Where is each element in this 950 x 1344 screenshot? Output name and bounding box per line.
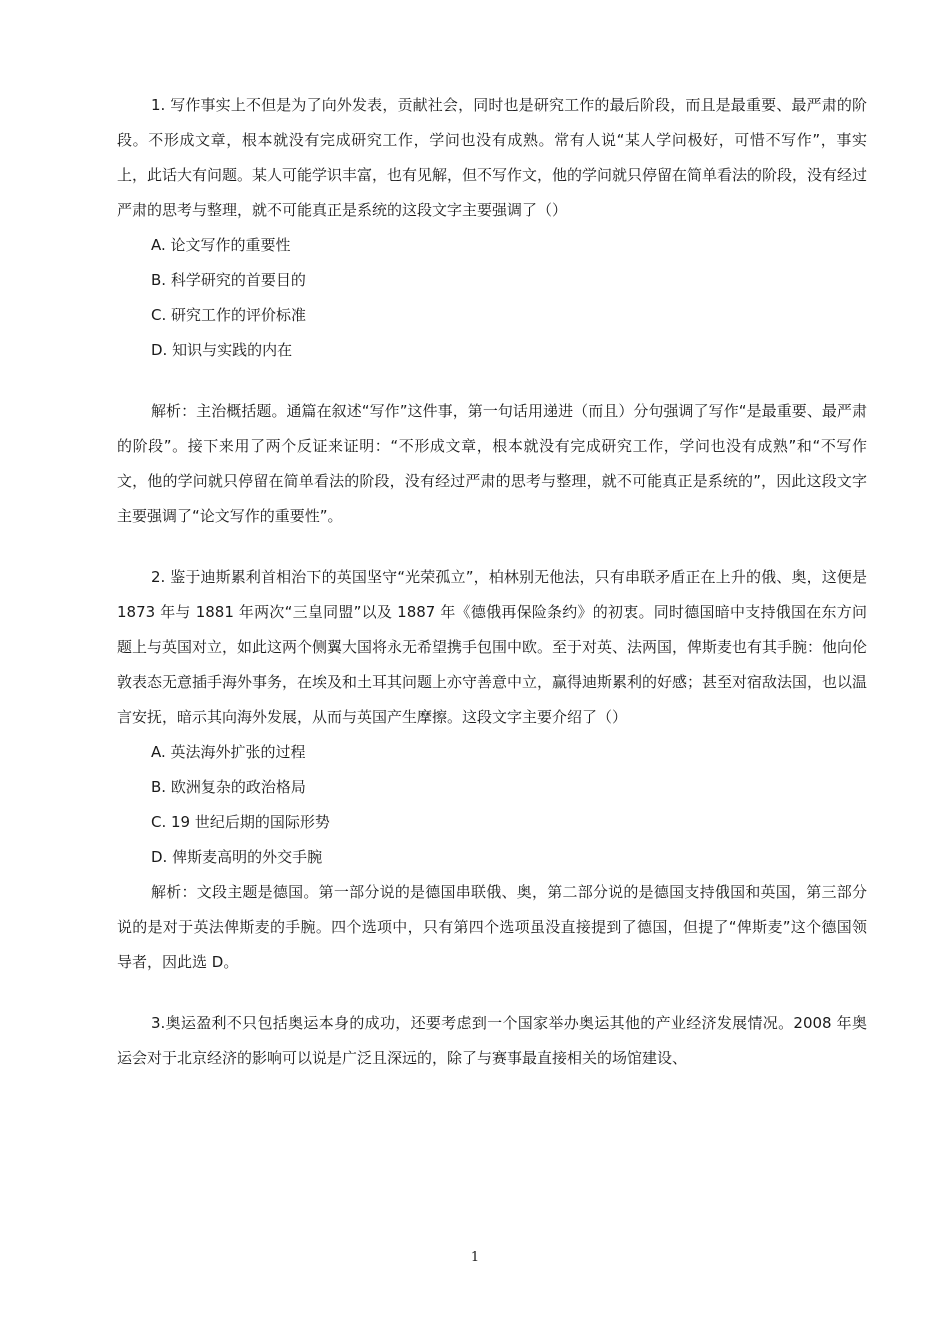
question-2 — [117, 560, 867, 980]
question-1-option-d: D. 知识与实践的内在 — [151, 341, 293, 359]
question-1 — [117, 88, 867, 534]
page-number: 1 — [470, 1250, 480, 1265]
document-body — [117, 88, 867, 1076]
question-3-stem: 3.奥运盈利不只包括奥运本身的成功，还要考虑到一个国家举办奥运其他的产业经济发展情况。2008 年奥运会对于北京经济的影响可以说是广泛且深远的，除了与赛事最直接相关的场馆建设、 — [117, 1014, 867, 1067]
question-2-stem: 2. 鉴于迪斯累利首相治下的英国坚守“光荣孤立”，柏林别无他法，只有串联矛盾正在上升的俄、奥，这便是 1873 年与 1881 年两次“三皇同盟”以及 1887 年《德俄再保险条约》的初衷。同时德国暗中支持俄国在东方问题上与英国对立，如此这两个侧翼大国将永无希望携手包围中欧。至于对英、法两国，俾斯麦也有其手腕：他向伦敦表态无意插手海外事务，在埃及和土耳其问题上亦守善意中立，赢得迪斯累利的好感；甚至对宿敌法国，也以温言安抚，暗示其向海外发展，从而与英国产生摩擦。这段文字主要介绍了（） — [117, 568, 868, 726]
question-1-stem: 1. 写作事实上不但是为了向外发表，贡献社会，同时也是研究工作的最后阶段，而且是最重要、最严肃的阶段。不形成文章，根本就没有完成研究工作，学问也没有成熟。常有人说“某人学问极好，可惜不写作”，事实上，此话大有问题。某人可能学识丰富，也有见解，但不写作文，他的学问就只停留在简单看法的阶段，没有经过严肃的思考与整理，就不可能真正是系统的这段文字主要强调了（） — [117, 96, 868, 219]
question-2-analysis: 解析：文段主题是德国。第一部分说的是德国串联俄、奥，第二部分说的是德国支持俄国和英国，第三部分说的是对于英法俾斯麦的手腕。四个选项中，只有第四个选项虽没直接提到了德国，但提了“俾斯麦”这个德国领导者，因此选 D。 — [117, 883, 867, 971]
question-1-option-b: B. 科学研究的首要目的 — [151, 271, 306, 289]
question-2-option-c: C. 19 世纪后期的国际形势 — [151, 813, 330, 831]
question-2-option-d: D. 俾斯麦高明的外交手腕 — [151, 848, 323, 866]
question-1-option-c: C. 研究工作的评价标准 — [151, 306, 307, 324]
question-3 — [117, 1006, 867, 1076]
question-2-option-b: B. 欧洲复杂的政治格局 — [151, 778, 306, 796]
question-2-option-a: A. 英法海外扩张的过程 — [151, 743, 306, 761]
question-1-analysis: 解析：主治概括题。通篇在叙述“写作”这件事，第一句话用递进（而且）分句强调了写作“是最重要、最严肃的阶段”。接下来用了两个反证来证明：“不形成文章，根本就没有完成研究工作，学问也没有成熟”和“不写作文，他的学问就只停留在简单看法的阶段，没有经过严肃的思考与整理，就不可能真正是系统的”，因此这段文字主要强调了“论文写作的重要性”。 — [117, 402, 867, 525]
question-1-option-a: A. 论文写作的重要性 — [151, 236, 291, 254]
